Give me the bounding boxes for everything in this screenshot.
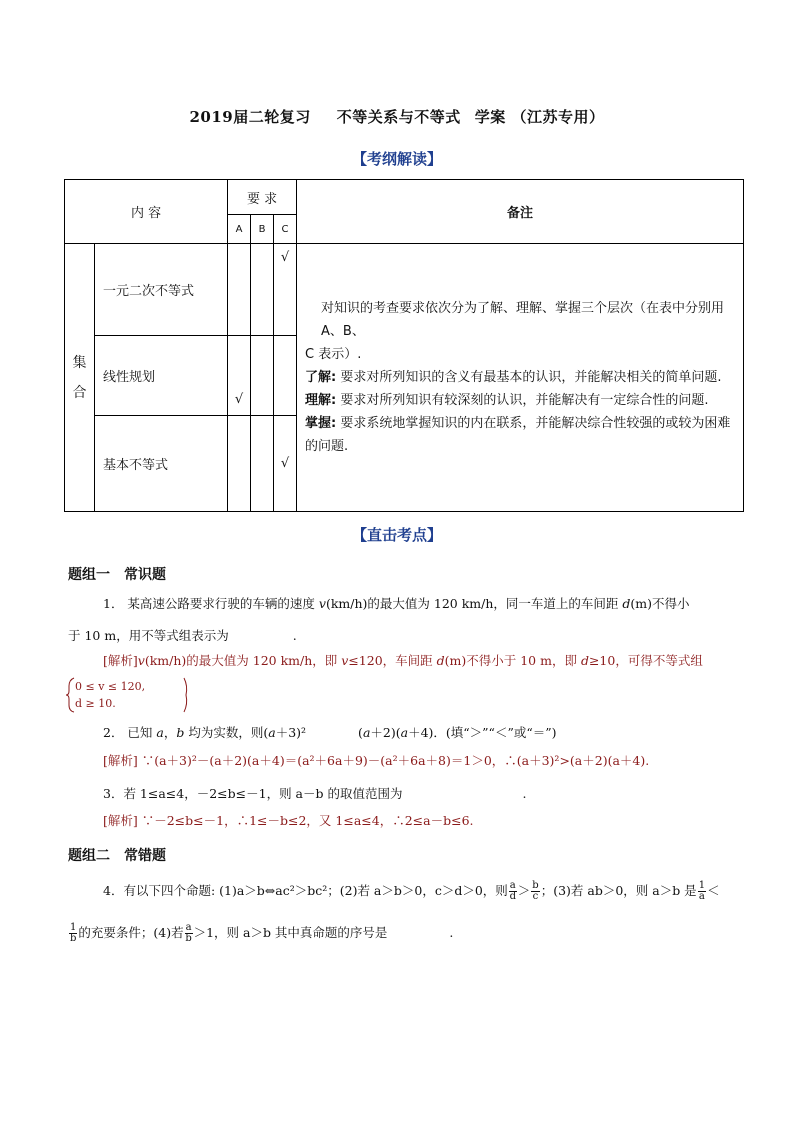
q2-text: ＋3)² bbox=[275, 725, 307, 740]
q2-text: ＋2)( bbox=[370, 725, 401, 740]
question-2-solution: [解析] ∵(a＋3)²－(a＋2)(a＋4)＝(a²＋6a＋9)－(a²＋6a＋8)＝1＞0，∴(a＋3)²>(a＋2)(a＋4). bbox=[103, 753, 650, 768]
content-header: 内 容 bbox=[65, 180, 228, 244]
group-heading-mistakes: 题组二 常错题 bbox=[68, 848, 166, 864]
question-1-line-1 bbox=[103, 596, 690, 612]
fraction bbox=[531, 881, 539, 902]
sol-var: v bbox=[341, 653, 349, 668]
notes-level-3-term: 掌握: bbox=[305, 416, 337, 431]
q2-text: 均为实数，则( bbox=[184, 725, 269, 740]
title-part-3: 学案 （江苏专用） bbox=[474, 108, 605, 126]
notes-intro-2: C 表示）. bbox=[305, 347, 362, 362]
fraction bbox=[185, 923, 193, 944]
fraction-denominator: b bbox=[185, 933, 192, 944]
check-cell bbox=[251, 244, 274, 336]
group-heading-common: 题组一 常识题 bbox=[68, 567, 166, 583]
q2-text: ( bbox=[358, 725, 363, 740]
q1-var-d: d bbox=[622, 596, 631, 611]
notes-level-1 bbox=[305, 366, 739, 389]
notes-intro-1: 对知识的考查要求依次分为了解、理解、掌握三个层次（在表中分别用 A、B、 bbox=[321, 301, 725, 339]
q1-text: . bbox=[292, 628, 297, 643]
check-cell bbox=[274, 336, 297, 416]
q2-text: ＋4)．(填“＞”“＜”或“＝”) bbox=[408, 725, 557, 740]
q4-text: ＞ bbox=[517, 883, 531, 898]
system-line-2: d ≥ 10. bbox=[75, 697, 116, 710]
fraction-numerator: b bbox=[532, 880, 539, 891]
fraction-numerator: 1 bbox=[70, 922, 77, 933]
check-cell: √ bbox=[274, 416, 297, 512]
group-label-char-2: 合 bbox=[72, 384, 87, 401]
question-4-line-2 bbox=[68, 920, 453, 946]
notes-cell bbox=[297, 244, 744, 512]
fraction-numerator: 1 bbox=[698, 880, 706, 891]
check-cell: √ bbox=[228, 336, 251, 416]
q2-var: a bbox=[156, 725, 164, 740]
q2-var: a bbox=[400, 725, 409, 740]
check-cell bbox=[228, 416, 251, 512]
question-4-line-1 bbox=[103, 878, 720, 904]
notes-level-2-text: 要求对所列知识有较深刻的认识，并能解决有一定综合性的问题. bbox=[336, 393, 709, 408]
notes-header: 备注 bbox=[297, 180, 744, 244]
q4-text: . bbox=[449, 925, 454, 940]
title-part-2: 不等关系与不等式 bbox=[336, 108, 461, 126]
q2-text: ， bbox=[163, 725, 177, 740]
question-2 bbox=[103, 725, 557, 741]
question-1-line-2 bbox=[68, 628, 297, 644]
q2-var: a bbox=[268, 725, 276, 740]
notes-level-3-text: 要求系统地掌握知识的内在联系，并能解决综合性较强的或较为困难的问题. bbox=[305, 416, 731, 454]
q4-text: ；(3)若 ab＞0，则 a＞b 是 bbox=[540, 883, 697, 898]
requirement-header: 要 求 bbox=[228, 180, 297, 215]
q2-var: b bbox=[176, 725, 185, 740]
fraction-numerator: a bbox=[185, 922, 192, 933]
q4-text: ＜ bbox=[707, 883, 720, 898]
section-heading-key-points: 【直击考点】 bbox=[351, 526, 442, 544]
topic-cell: 一元二次不等式 bbox=[95, 244, 228, 336]
q4-text: ＞1，则 a＞b 其中真命题的序号是 bbox=[193, 925, 388, 940]
sol-var: d bbox=[436, 653, 445, 668]
question-3 bbox=[103, 786, 526, 802]
notes-level-1-text: 要求对所列知识的含义有最基本的认识，并能解决相关的简单问题. bbox=[336, 370, 722, 385]
question-1-solution bbox=[103, 651, 703, 669]
q1-text: (m)不得小 bbox=[630, 596, 690, 611]
q3-text: 3．若 1≤a≤4，－2≤b≤－1，则 a－b 的取值范围为 bbox=[103, 786, 403, 801]
question-3-solution: [解析] ∵－2≤b≤－1，∴1≤－b≤2，又 1≤a≤4，∴2≤a－b≤6. bbox=[103, 813, 474, 828]
fraction-denominator: d bbox=[509, 891, 516, 902]
group-label-char-1: 集 bbox=[72, 354, 87, 371]
system-line-1: 0 ≤ v ≤ 120, bbox=[75, 680, 146, 693]
q1-text: 1． 某高速公路要求行驶的车辆的速度 bbox=[103, 596, 319, 611]
sol-text: ≥10，可得不等式组 bbox=[588, 653, 703, 668]
check-cell bbox=[251, 416, 274, 512]
check-cell: √ bbox=[274, 244, 297, 336]
section-heading-syllabus: 【考纲解读】 bbox=[351, 150, 442, 168]
q4-text: 的充要条件；(4)若 bbox=[78, 925, 184, 940]
fraction bbox=[509, 881, 517, 902]
title-part-1: 2019届二轮复习 bbox=[189, 108, 311, 126]
notes-level-2 bbox=[305, 389, 739, 412]
fraction-denominator: a bbox=[698, 891, 705, 902]
check-cell bbox=[251, 336, 274, 416]
col-b-header: B bbox=[251, 215, 274, 244]
group-label bbox=[65, 244, 95, 512]
fraction bbox=[698, 881, 706, 902]
document-title bbox=[0, 106, 794, 127]
inequality-system bbox=[66, 676, 206, 714]
sol-text: ≤120，车间距 bbox=[348, 653, 437, 668]
q3-text: . bbox=[522, 786, 527, 801]
q1-text: (km/h)的最大值为 120 km/h，同一车道上的车间距 bbox=[325, 596, 623, 611]
q4-text: 4．有以下四个命题: (1)a＞b⇔ac²＞bc²；(2)若 a＞b＞0，c＞d＞0，则 bbox=[103, 883, 508, 898]
check-cell bbox=[228, 244, 251, 336]
notes-level-1-term: 了解: bbox=[305, 370, 337, 385]
sol-text: (m)不得小于 10 m，即 bbox=[444, 653, 581, 668]
q2-text: 2． 已知 bbox=[103, 725, 157, 740]
notes-level-3 bbox=[305, 412, 739, 458]
solution-label: [解析] bbox=[103, 653, 138, 668]
fraction-numerator: a bbox=[509, 880, 516, 891]
topic-cell: 基本不等式 bbox=[95, 416, 228, 512]
fraction-denominator: c bbox=[532, 891, 539, 902]
notes-level-2-term: 理解: bbox=[305, 393, 337, 408]
fraction-denominator: b bbox=[69, 933, 77, 944]
sol-var: v bbox=[137, 653, 145, 668]
sol-text: (km/h)的最大值为 120 km/h，即 bbox=[144, 653, 342, 668]
requirements-table bbox=[64, 179, 744, 512]
q2-var: a bbox=[362, 725, 371, 740]
q1-var-v: v bbox=[318, 596, 326, 611]
col-c-header: C bbox=[274, 215, 297, 244]
topic-cell: 线性规划 bbox=[95, 336, 228, 416]
sol-var: d bbox=[580, 653, 589, 668]
fraction bbox=[69, 923, 77, 944]
q1-text: 于 10 m，用不等式组表示为 bbox=[68, 628, 229, 643]
col-a-header: A bbox=[228, 215, 251, 244]
